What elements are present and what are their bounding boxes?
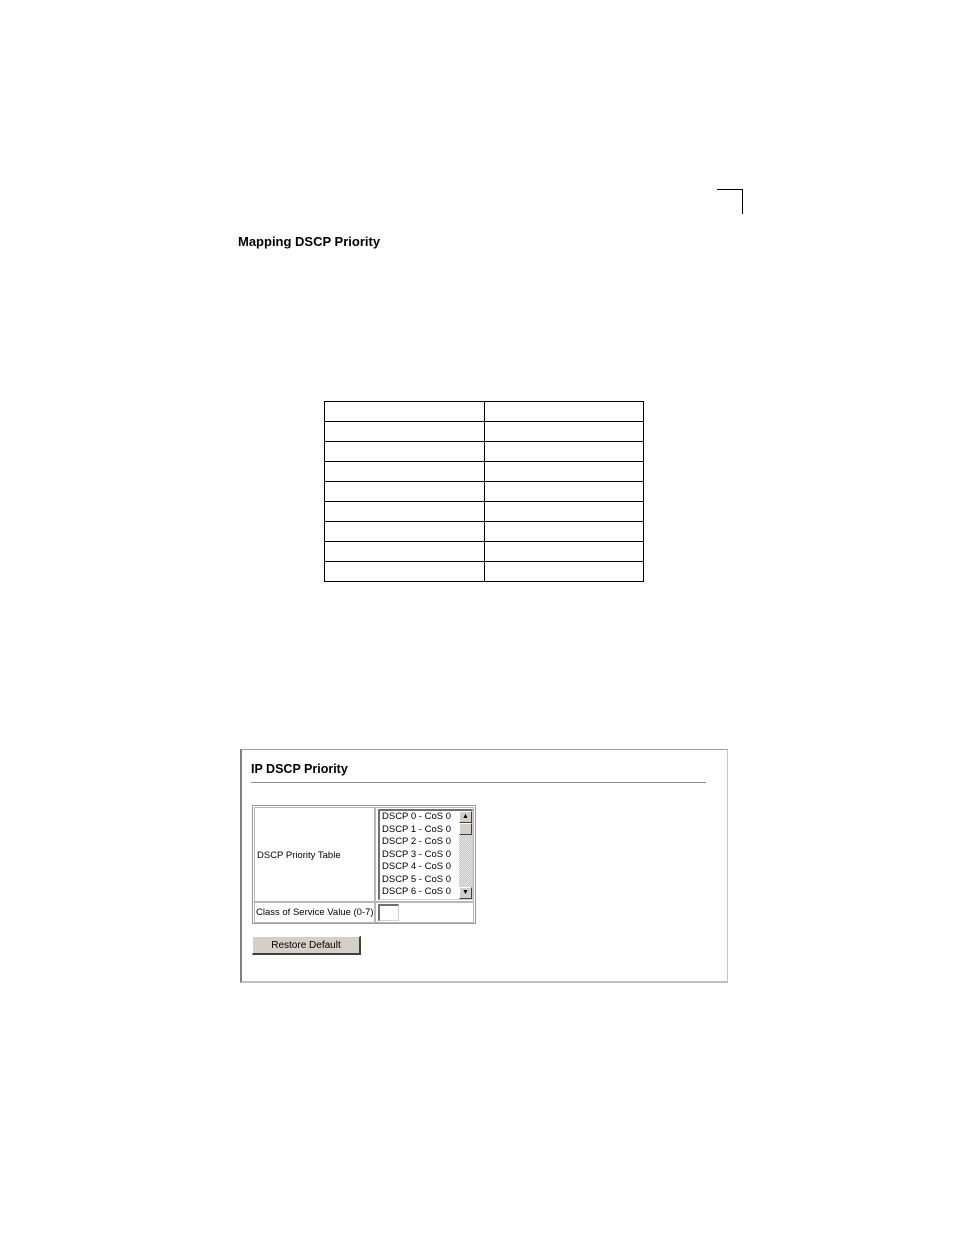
table-cell	[325, 482, 485, 502]
list-item[interactable]: DSCP 4 - CoS 0	[382, 861, 451, 872]
table-cell	[484, 422, 644, 442]
list-item[interactable]: DSCP 5 - CoS 0	[382, 873, 451, 885]
table-row	[325, 462, 644, 482]
title-divider	[251, 782, 706, 783]
mapping-table	[324, 401, 644, 582]
table-row	[325, 442, 644, 462]
dscp-table-label-cell	[254, 807, 375, 902]
table-row	[325, 502, 644, 522]
section-heading: Mapping DSCP Priority	[238, 234, 381, 249]
dscp-list-items	[381, 811, 461, 899]
cos-value-input[interactable]	[378, 904, 399, 921]
table-row	[325, 522, 644, 542]
table-cell	[325, 422, 485, 442]
table-cell	[325, 542, 485, 562]
table-cell	[484, 482, 644, 502]
table-cell	[484, 442, 644, 462]
list-item[interactable]: DSCP 6 - CoS 0	[382, 886, 451, 897]
table-cell	[484, 522, 644, 542]
table-cell	[325, 562, 485, 582]
table-cell	[484, 562, 644, 582]
dscp-form	[252, 805, 476, 924]
dscp-list-cell	[375, 807, 474, 902]
table-row	[325, 542, 644, 562]
ip-dscp-priority-panel	[240, 749, 728, 983]
scroll-thumb[interactable]	[459, 823, 472, 835]
list-item[interactable]: DSCP 1 - CoS 0	[382, 823, 451, 835]
table-row	[325, 402, 644, 422]
scroll-up-button[interactable]	[459, 811, 472, 823]
table-cell	[325, 502, 485, 522]
table-cell	[325, 462, 485, 482]
triangle-down-icon: ▼	[462, 889, 469, 896]
crop-mark	[717, 189, 743, 214]
table-cell	[484, 542, 644, 562]
table-cell	[325, 442, 485, 462]
list-item[interactable]: DSCP 2 - CoS 0	[382, 836, 451, 847]
table-cell	[325, 522, 485, 542]
dscp-table-label: DSCP Priority Table	[257, 850, 341, 861]
table-row	[325, 482, 644, 502]
cos-label-cell	[254, 902, 375, 923]
panel-title: IP DSCP Priority	[251, 762, 348, 776]
table-row	[325, 422, 644, 442]
list-item[interactable]: DSCP 3 - CoS 0	[382, 848, 451, 860]
restore-default-button[interactable]: Restore Default	[252, 936, 361, 955]
table-cell	[484, 502, 644, 522]
listbox-scrollbar[interactable]	[459, 811, 472, 899]
table-cell	[484, 462, 644, 482]
triangle-up-icon: ▲	[462, 813, 469, 820]
table-row	[325, 562, 644, 582]
cos-input-cell	[375, 902, 474, 923]
table-cell	[484, 402, 644, 422]
cos-label: Class of Service Value (0-7)	[256, 907, 374, 918]
list-item[interactable]: DSCP 0 - CoS 0	[382, 811, 451, 822]
table-cell	[325, 402, 485, 422]
scroll-down-button[interactable]	[459, 887, 472, 899]
dscp-priority-listbox[interactable]	[378, 809, 473, 900]
